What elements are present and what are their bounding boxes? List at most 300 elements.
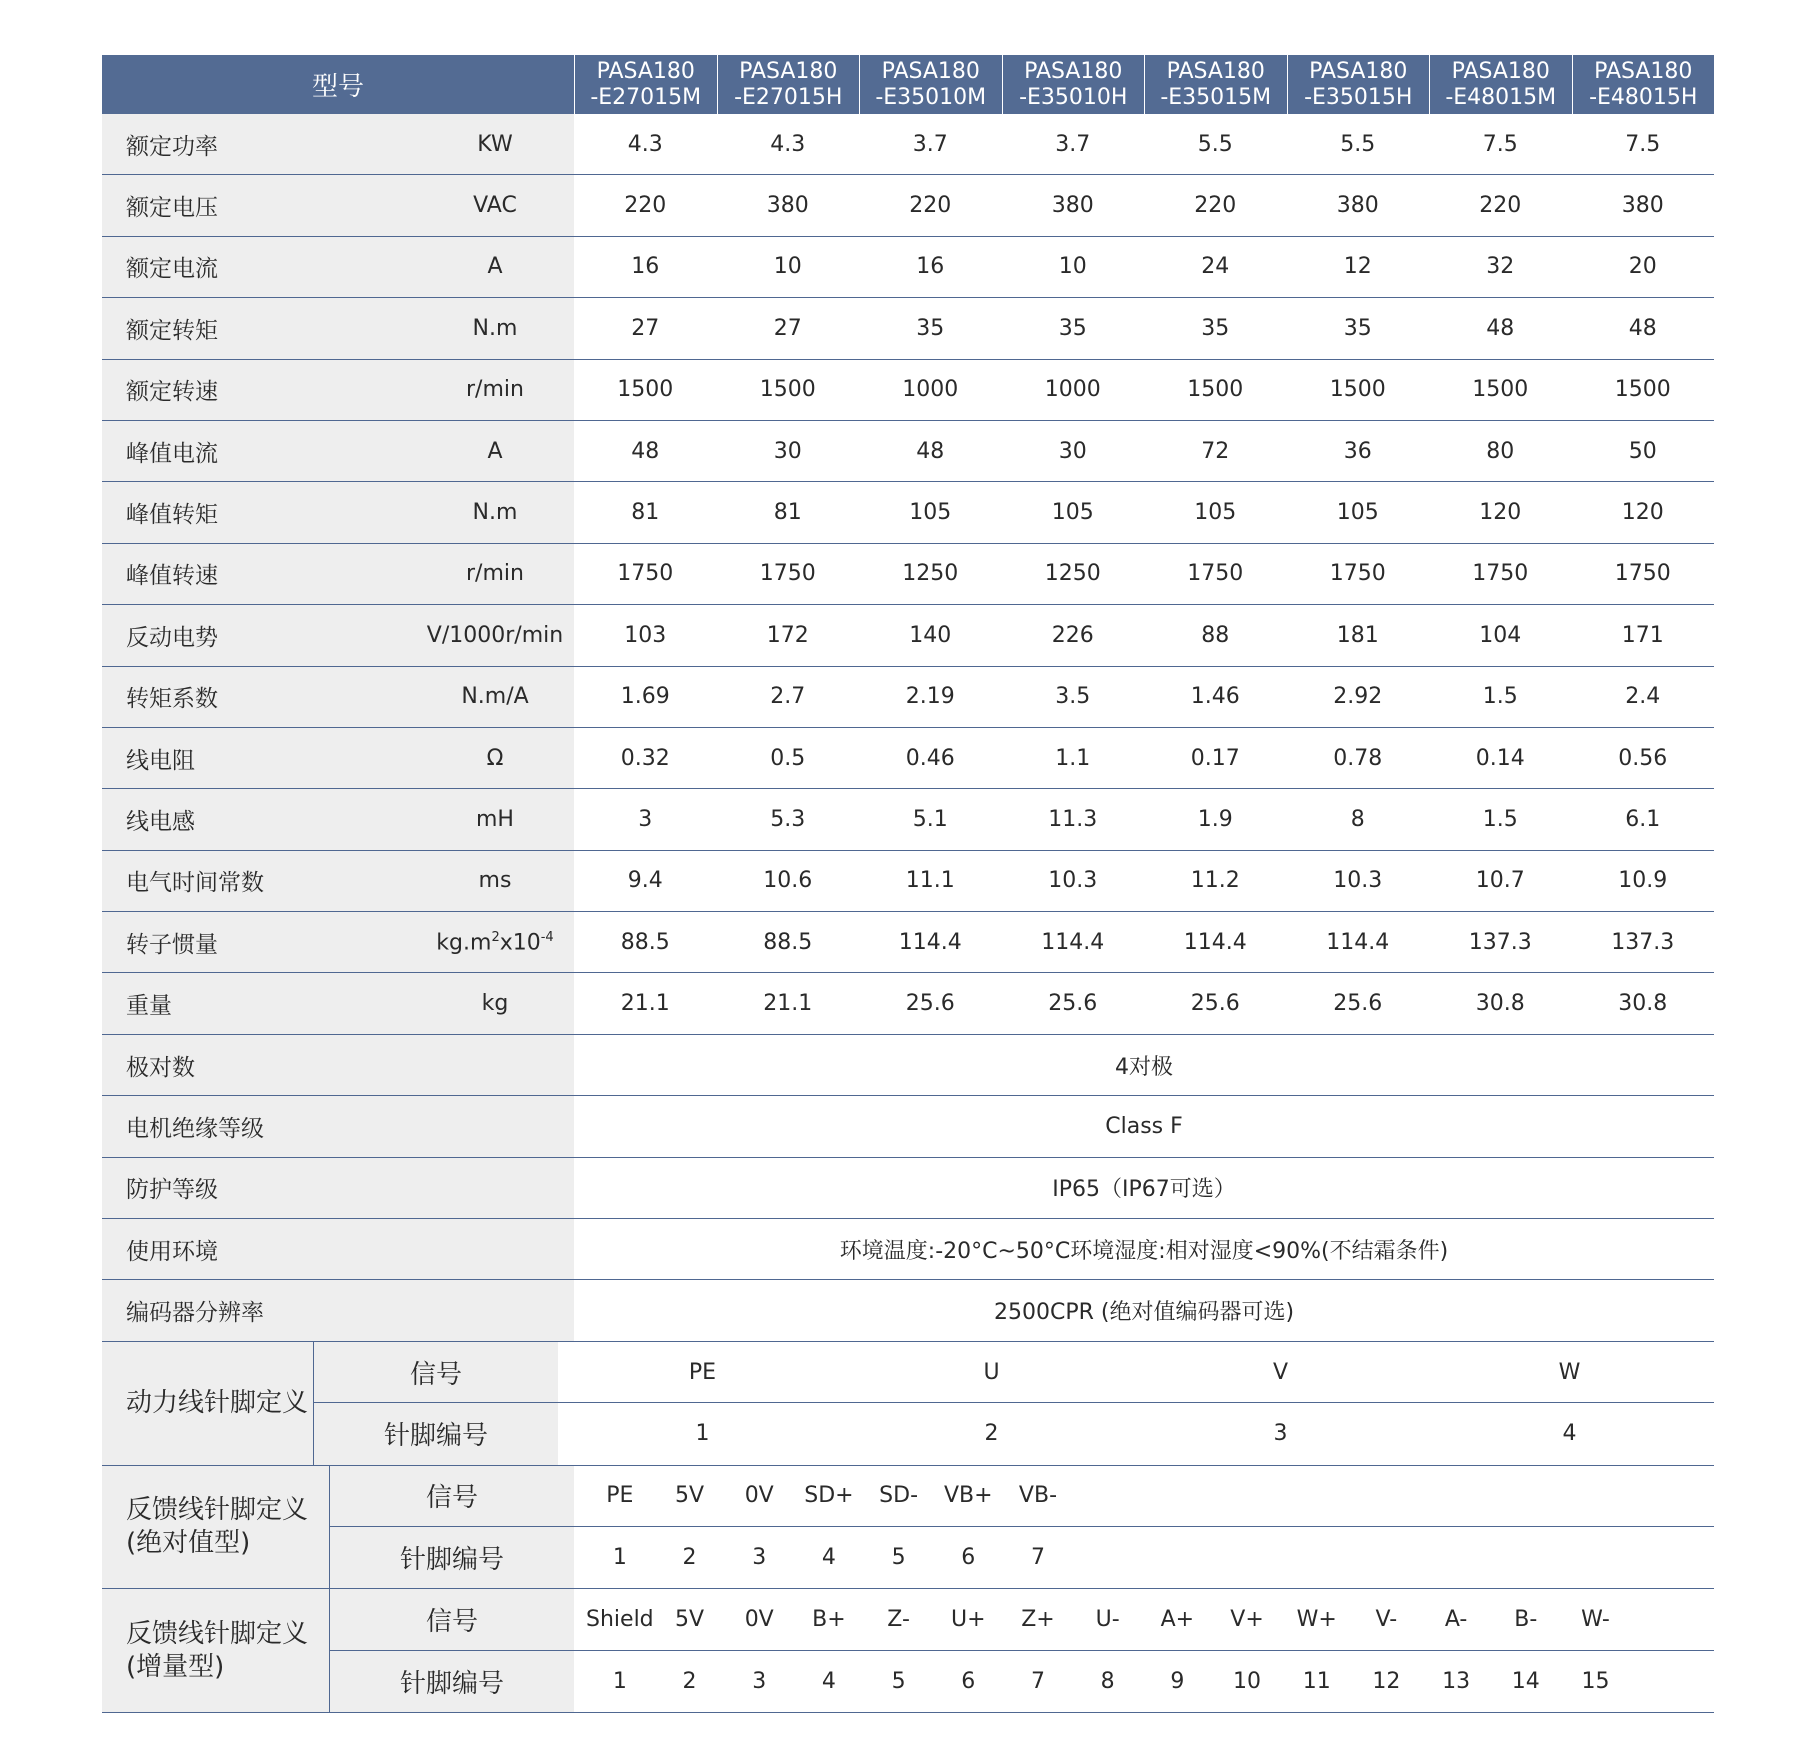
pin-number-label: 针脚编号 [330, 1651, 574, 1712]
spec-value-cell: 1750 [1187, 561, 1244, 587]
spec-unit: r/min [466, 561, 524, 587]
spec-value-cell: 171 [1621, 622, 1664, 648]
pin-group-rows [330, 1466, 1714, 1589]
spec-value-cell: 0.5 [770, 745, 806, 771]
signal-cell: U- [1095, 1607, 1120, 1633]
pin-cell: 6 [961, 1545, 976, 1571]
spec-value-cell: 2.4 [1625, 684, 1661, 710]
signal-cell: PE [606, 1483, 634, 1509]
spec-value-cell: 21.1 [763, 991, 813, 1017]
pin-group-label-text [126, 1387, 308, 1420]
merged-name: 使用环境 [126, 1238, 218, 1265]
spec-value-cell: 80 [1486, 438, 1515, 464]
spec-value-cell: 1500 [759, 377, 816, 403]
pin-cell: 5 [891, 1545, 906, 1571]
spec-value-cell: 10.6 [763, 868, 813, 894]
spec-value-cell: 27 [631, 315, 660, 341]
pin-group-label-line: (增量型) [126, 1651, 225, 1682]
model-column-header [1144, 55, 1287, 114]
spec-value-cell: 0.78 [1333, 745, 1383, 771]
signal-row [314, 1342, 1714, 1403]
spec-name: 峰值转矩 [126, 502, 218, 529]
spec-value-cell: 48 [1628, 315, 1657, 341]
pin-cell: 2 [984, 1421, 999, 1447]
spec-value-cell: 35 [1058, 315, 1087, 341]
spec-values [574, 482, 1714, 542]
spec-value-cell: 7.5 [1625, 131, 1661, 157]
spec-value-cell: 10 [773, 254, 802, 280]
pin-values [574, 1651, 1714, 1712]
merged-label-cell [102, 1158, 574, 1218]
spec-name: 峰值电流 [126, 440, 218, 467]
pin-group-rows [314, 1342, 1714, 1465]
pin-cell: 5 [891, 1668, 906, 1694]
merged-row [102, 1280, 1714, 1341]
spec-value-cell: 1250 [1044, 561, 1101, 587]
pin-group [102, 1466, 1714, 1590]
model-name-line: -E35010H [1019, 84, 1128, 110]
spec-value-cell: 81 [773, 500, 802, 526]
spec-value-cell: 35 [916, 315, 945, 341]
spec-value-cell: 114.4 [1041, 929, 1105, 955]
spec-value-cell: 88 [1201, 622, 1230, 648]
spec-value-cell: 105 [1336, 500, 1379, 526]
spec-value-cell: 88.5 [763, 929, 813, 955]
pin-cell: 11 [1302, 1668, 1331, 1694]
spec-value-cell: 140 [909, 622, 952, 648]
spec-label-cell [102, 114, 574, 174]
pin-cell: 1 [612, 1668, 627, 1694]
spec-value-cell: 30 [773, 438, 802, 464]
spec-value-cell: 380 [766, 193, 809, 219]
spec-unit: KW [477, 131, 513, 157]
signal-label: 信号 [330, 1466, 574, 1526]
spec-value-cell: 81 [631, 500, 660, 526]
unit-exponent: -4 [540, 929, 554, 945]
spec-value-cell: 114.4 [898, 929, 962, 955]
spec-unit: V/1000r/min [426, 622, 564, 648]
spec-values [574, 605, 1714, 665]
merged-name: 电机绝缘等级 [126, 1115, 264, 1142]
spec-row [102, 298, 1714, 359]
signal-cell: Shield [586, 1607, 654, 1633]
model-name-line: -E35015H [1304, 84, 1413, 110]
spec-label-cell [102, 482, 574, 542]
spec-value-cell: 380 [1621, 193, 1664, 219]
spec-value-cell: 5.3 [770, 806, 806, 832]
spec-value-cell: 220 [1194, 193, 1237, 219]
signal-cell: V- [1375, 1607, 1398, 1633]
spec-value-cell: 220 [1479, 193, 1522, 219]
spec-label-cell [102, 728, 574, 788]
spec-value-cell: 1.5 [1482, 806, 1518, 832]
spec-value-cell: 105 [1194, 500, 1237, 526]
spec-values [574, 544, 1714, 604]
spec-label-cell [102, 973, 574, 1033]
signal-cell: PE [688, 1359, 717, 1385]
merged-value-cell: 环境温度:-20°C~50°C环境湿度:相对湿度<90%(不结霜条件) [839, 1238, 1449, 1264]
spec-values [574, 175, 1714, 235]
spec-unit: ms [478, 868, 512, 894]
spec-values [574, 667, 1714, 727]
signal-cell: A- [1444, 1607, 1468, 1633]
signal-cell: 5V [675, 1607, 705, 1633]
unit-multiplier: x10 [499, 929, 541, 955]
spec-label-cell [102, 789, 574, 849]
pin-group-label [102, 1342, 314, 1465]
model-name-line: PASA180 [1024, 58, 1123, 84]
pin-number-row [330, 1651, 1714, 1712]
spec-row [102, 973, 1714, 1034]
spec-unit: VAC [473, 193, 517, 219]
spec-value-cell: 10.3 [1333, 868, 1383, 894]
signal-cell: VB+ [943, 1483, 993, 1509]
pin-group-label-line: (绝对值型) [126, 1527, 251, 1558]
model-name-line: PASA180 [881, 58, 980, 84]
spec-value-cell: 36 [1343, 438, 1372, 464]
pin-cell: 13 [1442, 1668, 1471, 1694]
spec-value-cell: 25.6 [1048, 991, 1098, 1017]
spec-value-cell: 137.3 [1468, 929, 1532, 955]
pin-cell: 12 [1372, 1668, 1401, 1694]
merged-row [102, 1035, 1714, 1096]
model-name-line: -E48015M [1445, 84, 1557, 110]
model-column-header [574, 55, 717, 114]
spec-unit: r/min [466, 377, 524, 403]
spec-value-cell: 50 [1628, 438, 1657, 464]
merged-value-cell: Class F [1105, 1113, 1183, 1139]
spec-value-cell: 1.69 [620, 684, 670, 710]
signal-cell: Z- [887, 1607, 910, 1633]
spec-value-cell: 11.3 [1048, 806, 1098, 832]
spec-value-cell: 1.1 [1055, 745, 1091, 771]
signal-cell: 0V [744, 1607, 774, 1633]
spec-value-cell: 120 [1479, 500, 1522, 526]
spec-value-cell: 21.1 [620, 991, 670, 1017]
spec-name: 峰值转速 [126, 563, 218, 590]
pin-cell: 4 [821, 1545, 836, 1571]
pin-group-label-line: 动力线针脚定义 [126, 1387, 309, 1418]
signal-cell: V+ [1230, 1607, 1264, 1633]
signal-cell: B- [1514, 1607, 1538, 1633]
spec-label-cell [102, 360, 574, 420]
spec-value-cell: 3.7 [1055, 131, 1091, 157]
spec-values [574, 728, 1714, 788]
spec-value-cell: 8 [1350, 806, 1365, 832]
pin-group-label-text [126, 1494, 308, 1560]
spec-value-cell: 16 [631, 254, 660, 280]
spec-unit: Ω [486, 745, 504, 771]
spec-value-cell: 5.1 [912, 806, 948, 832]
spec-values [574, 912, 1714, 972]
spec-value-cell: 1.5 [1482, 684, 1518, 710]
spec-unit [420, 930, 570, 955]
spec-value-cell: 105 [909, 500, 952, 526]
signal-cell: A+ [1160, 1607, 1195, 1633]
spec-value-cell: 380 [1336, 193, 1379, 219]
spec-value-cell: 220 [909, 193, 952, 219]
pin-cell: 10 [1233, 1668, 1262, 1694]
spec-label-cell [102, 851, 574, 911]
spec-value-cell: 0.14 [1475, 745, 1525, 771]
spec-name: 重量 [126, 993, 172, 1020]
spec-value-cell: 12 [1343, 254, 1372, 280]
spec-value-cell: 10.9 [1618, 868, 1668, 894]
model-name-line: -E35015M [1160, 84, 1272, 110]
spec-value-cell: 1500 [1329, 377, 1386, 403]
model-column-header [859, 55, 1002, 114]
merged-label-cell [102, 1035, 574, 1095]
spec-value-cell: 7.5 [1482, 131, 1518, 157]
spec-label-cell [102, 667, 574, 727]
spec-values [574, 421, 1714, 481]
model-column-header [1572, 55, 1715, 114]
spec-label-cell [102, 421, 574, 481]
model-name-line: -E35010M [875, 84, 987, 110]
signal-cell: W [1558, 1359, 1581, 1385]
signal-cell: 0V [744, 1483, 774, 1509]
spec-unit: A [487, 438, 503, 464]
spec-values [574, 237, 1714, 297]
signal-label: 信号 [314, 1342, 558, 1402]
spec-name: 额定电流 [126, 256, 218, 283]
spec-values [574, 851, 1714, 911]
spec-unit: N.m [472, 315, 518, 341]
spec-value-cell: 5.5 [1340, 131, 1376, 157]
spec-value-cell: 20 [1628, 254, 1657, 280]
spec-value-cell: 25.6 [905, 991, 955, 1017]
spec-value-cell: 25.6 [1190, 991, 1240, 1017]
pin-cell: 7 [1030, 1668, 1045, 1694]
pin-number-label: 针脚编号 [314, 1403, 558, 1464]
spec-value-cell: 72 [1201, 438, 1230, 464]
pin-cell: 6 [961, 1668, 976, 1694]
signal-values [558, 1342, 1714, 1402]
spec-value-cell: 10 [1058, 254, 1087, 280]
merged-row [102, 1158, 1714, 1219]
signal-cell: B+ [812, 1607, 846, 1633]
spec-value-cell: 16 [916, 254, 945, 280]
model-name-line: -E48015H [1589, 84, 1698, 110]
model-column-header [1287, 55, 1430, 114]
spec-row [102, 237, 1714, 298]
spec-row [102, 912, 1714, 973]
pin-cell: 1 [695, 1421, 710, 1447]
spec-value-cell: 0.46 [905, 745, 955, 771]
signal-cell: SD+ [804, 1483, 854, 1509]
spec-value-cell: 88.5 [620, 929, 670, 955]
spec-value-cell: 2.19 [905, 684, 955, 710]
spec-values [574, 789, 1714, 849]
signal-values [574, 1466, 1714, 1526]
pin-group-label-text [126, 1618, 308, 1684]
spec-row [102, 360, 1714, 421]
spec-row [102, 544, 1714, 605]
table-header [102, 55, 1714, 114]
pin-cell: 4 [821, 1668, 836, 1694]
model-name-line: PASA180 [596, 58, 695, 84]
spec-value-cell: 380 [1051, 193, 1094, 219]
spec-value-cell: 0.56 [1618, 745, 1668, 771]
spec-name: 转子惯量 [126, 931, 218, 958]
model-name-line: PASA180 [1309, 58, 1408, 84]
spec-value-cell: 1750 [1472, 561, 1529, 587]
spec-row [102, 482, 1714, 543]
pin-number-row [314, 1403, 1714, 1464]
spec-value-cell: 220 [624, 193, 667, 219]
pin-cell: 3 [1273, 1421, 1288, 1447]
spec-value-cell: 103 [624, 622, 667, 648]
spec-value-cell: 137.3 [1611, 929, 1675, 955]
spec-values [574, 973, 1714, 1033]
spec-row [102, 851, 1714, 912]
pin-cell: 15 [1581, 1668, 1610, 1694]
signal-cell: V [1272, 1359, 1289, 1385]
spec-value-cell: 4.3 [627, 131, 663, 157]
spec-value-cell: 27 [773, 315, 802, 341]
spec-value-cell: 1500 [617, 377, 674, 403]
signal-cell: 5V [675, 1483, 705, 1509]
model-column-header [717, 55, 860, 114]
pin-group-label [102, 1589, 330, 1712]
spec-unit: mH [476, 806, 514, 832]
pin-cell: 2 [682, 1668, 697, 1694]
model-name-line: PASA180 [1451, 58, 1550, 84]
pin-cell: 8 [1100, 1668, 1115, 1694]
spec-label-cell [102, 237, 574, 297]
spec-name: 线电感 [126, 808, 195, 835]
spec-value-cell: 1500 [1472, 377, 1529, 403]
spec-value-cell: 11.2 [1190, 868, 1240, 894]
model-column-header [1002, 55, 1145, 114]
model-name-line: PASA180 [739, 58, 838, 84]
spec-value-cell: 172 [766, 622, 809, 648]
spec-value-cell: 1000 [902, 377, 959, 403]
spec-value-cell: 9.4 [627, 868, 663, 894]
spec-unit: N.m [472, 500, 518, 526]
spec-value-cell: 120 [1621, 500, 1664, 526]
merged-value-cell: 2500CPR (绝对值编码器可选) [993, 1300, 1295, 1326]
spec-label-cell [102, 912, 574, 972]
spec-value-cell: 1000 [1044, 377, 1101, 403]
merged-value-cell: IP65（IP67可选） [1052, 1177, 1236, 1203]
spec-value-cell: 5.5 [1197, 131, 1233, 157]
signal-cell: U+ [951, 1607, 986, 1633]
pin-number-label: 针脚编号 [330, 1527, 574, 1588]
spec-row [102, 175, 1714, 236]
merged-name: 防护等级 [126, 1177, 218, 1204]
spec-value-cell: 4.3 [770, 131, 806, 157]
spec-values [574, 298, 1714, 358]
pin-number-row [330, 1527, 1714, 1588]
spec-value-cell: 181 [1336, 622, 1379, 648]
spec-value-cell: 104 [1479, 622, 1522, 648]
merged-label-cell [102, 1219, 574, 1279]
spec-value-cell: 48 [631, 438, 660, 464]
spec-row [102, 605, 1714, 666]
pin-group [102, 1342, 1714, 1466]
spec-value-cell: 0.17 [1190, 745, 1240, 771]
merged-label-cell [102, 1096, 574, 1156]
spec-value-cell: 1.9 [1197, 806, 1233, 832]
spec-value-cell: 48 [1486, 315, 1515, 341]
signal-cell: U [983, 1359, 1000, 1385]
model-name-line: -E27015H [734, 84, 843, 110]
model-name-line: PASA180 [1594, 58, 1693, 84]
pin-group-label [102, 1466, 330, 1589]
spec-value-cell: 35 [1201, 315, 1230, 341]
pin-cell: 4 [1562, 1421, 1577, 1447]
spec-value-cell: 1750 [1614, 561, 1671, 587]
spec-value-cell: 3 [638, 806, 653, 832]
pin-values [558, 1403, 1714, 1464]
model-name-line: -E27015M [590, 84, 702, 110]
signal-cell: Z+ [1021, 1607, 1055, 1633]
spec-value-cell: 10.7 [1475, 868, 1525, 894]
spec-name: 额定转速 [126, 379, 218, 406]
spec-values [574, 360, 1714, 420]
pin-group-rows [330, 1589, 1714, 1712]
spec-name: 反动电势 [126, 624, 218, 651]
merged-label-cell [102, 1280, 574, 1340]
spec-values [574, 114, 1714, 174]
signal-label: 信号 [330, 1589, 574, 1649]
spec-value-cell: 35 [1343, 315, 1372, 341]
spec-value-cell: 30 [1058, 438, 1087, 464]
spec-unit: N.m/A [461, 684, 529, 710]
model-column-header [1429, 55, 1572, 114]
header-title: 型号 [311, 72, 364, 102]
spec-value-cell: 226 [1051, 622, 1094, 648]
spec-label-cell [102, 175, 574, 235]
merged-name: 极对数 [126, 1054, 195, 1081]
spec-value-cell: 30.8 [1618, 991, 1668, 1017]
spec-value-cell: 24 [1201, 254, 1230, 280]
spec-value-cell: 114.4 [1183, 929, 1247, 955]
spec-name: 额定转矩 [126, 317, 218, 344]
pin-cell: 3 [752, 1545, 767, 1571]
signal-cell: W- [1581, 1607, 1610, 1633]
spec-value-cell: 48 [916, 438, 945, 464]
unit-superscript: 2 [491, 929, 500, 945]
spec-row [102, 728, 1714, 789]
spec-value-cell: 3.7 [912, 131, 948, 157]
spec-row [102, 114, 1714, 175]
spec-name: 额定电压 [126, 195, 218, 222]
spec-name: 线电阻 [126, 747, 195, 774]
signal-cell: VB- [1018, 1483, 1058, 1509]
unit-base: kg.m [436, 929, 492, 955]
spec-label-cell [102, 605, 574, 665]
model-name-line: PASA180 [1166, 58, 1265, 84]
spec-value-cell: 0.32 [620, 745, 670, 771]
pin-group-label-line: 反馈线针脚定义 [126, 1618, 309, 1649]
spec-row [102, 421, 1714, 482]
spec-value-cell: 2.92 [1333, 684, 1383, 710]
spec-value-cell: 1750 [617, 561, 674, 587]
spec-label-cell [102, 544, 574, 604]
spec-value-cell: 2.7 [770, 684, 806, 710]
spec-value-cell: 1750 [1329, 561, 1386, 587]
spec-value-cell: 6.1 [1625, 806, 1661, 832]
pin-cell: 7 [1030, 1545, 1045, 1571]
pin-cell: 1 [612, 1545, 627, 1571]
spec-value-cell: 1500 [1187, 377, 1244, 403]
merged-name: 编码器分辨率 [126, 1300, 264, 1327]
pin-values [574, 1527, 1714, 1588]
merged-row [102, 1096, 1714, 1157]
spec-value-cell: 30.8 [1475, 991, 1525, 1017]
